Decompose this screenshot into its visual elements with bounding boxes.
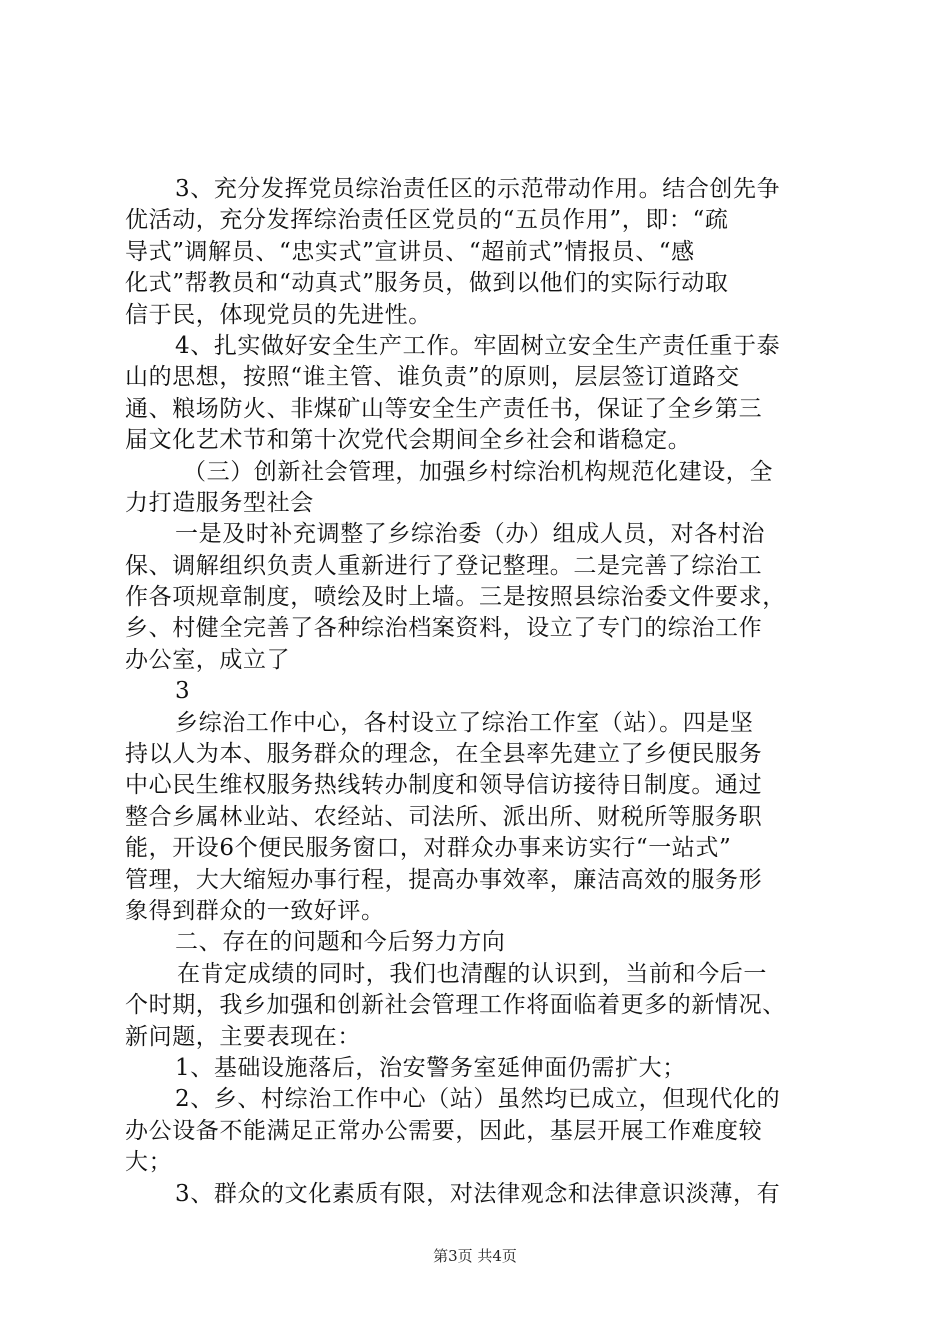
- text-line: 优活动，充分发挥综治责任区党员的“五员作用”，即：“疏: [125, 207, 729, 234]
- text-line: 2、乡、村综治工作中心（站）虽然均已成立，但现代化的: [175, 1086, 781, 1113]
- text-line: 办公室，成立了: [125, 646, 291, 673]
- text-line: 一是及时补充调整了乡综治委（办）组成人员，对各村治: [175, 521, 765, 548]
- text-line: 4、扎实做好安全生产工作。牢固树立安全生产责任重于泰: [175, 332, 781, 359]
- section-heading: 二、存在的问题和今后努力方向: [175, 929, 506, 956]
- text-line: 山的思想，按照“谁主管、谁负责”的原则，层层签订道路交: [125, 364, 740, 391]
- text-line: 能，开设6个便民服务窗口，对群众办事来访实行“一站式”: [125, 835, 732, 862]
- text-line: 整合乡属林业站、农经站、司法所、派出所、财税所等服务职: [125, 803, 763, 830]
- text-line: 乡综治工作中心，各村设立了综治工作室（站）。四是坚: [175, 709, 754, 736]
- section-heading-continued: 力打造服务型社会: [125, 489, 314, 516]
- text-line: 信于民，体现党员的先进性。: [125, 301, 432, 328]
- text-line: 办公设备不能满足正常办公需要，因此，基层开展工作难度较: [125, 1117, 763, 1144]
- text-line: 象得到群众的一致好评。: [125, 897, 385, 924]
- text-line: 通、粮场防火、非煤矿山等安全生产责任书，保证了全乡第三: [125, 395, 763, 422]
- text-line: 大；: [125, 1149, 173, 1176]
- page-number-label: 第3页 共4页: [433, 1247, 517, 1265]
- text-line: 导式”调解员、“忠实式”宣讲员、“超前式”情报员、“感: [125, 238, 695, 265]
- text-line: 作各项规章制度，喷绘及时上墙。三是按照县综治委文件要求，: [125, 584, 786, 611]
- text-line: 保、调解组织负责人重新进行了登记整理。二是完善了综治工: [125, 552, 763, 579]
- section-heading: （三）创新社会管理，加强乡村综治机构规范化建设，全: [183, 458, 773, 485]
- text-line: 新问题，主要表现在：: [125, 1023, 361, 1050]
- text-line: 中心民生维权服务热线转办制度和领导信访接待日制度。通过: [125, 772, 763, 799]
- text-line: 化式”帮教员和“动真式”服务员，做到以他们的实际行动取: [125, 270, 729, 297]
- document-body: [125, 174, 837, 1210]
- text-line: 届文化艺术节和第十次党代会期间全乡社会和谐稳定。: [125, 427, 692, 454]
- page-footer: [0, 1246, 950, 1266]
- text-line: 在肯定成绩的同时，我们也清醒的认识到，当前和今后一: [177, 960, 767, 987]
- text-line: 乡、村健全完善了各种综治档案资料，设立了专门的综治工作: [125, 615, 763, 642]
- text-line: 管理，大大缩短办事行程，提高办事效率，廉洁高效的服务形: [125, 866, 763, 893]
- stray-number: 3: [175, 678, 191, 705]
- text-line: 个时期，我乡加强和创新社会管理工作将面临着更多的新情况、: [125, 992, 786, 1019]
- text-line: 3、群众的文化素质有限，对法律观念和法律意识淡薄，有: [175, 1180, 781, 1207]
- text-line: 1、基础设施落后，治安警务室延伸面仍需扩大；: [175, 1054, 686, 1081]
- text-line: 持以人为本、服务群众的理念，在全县率先建立了乡便民服务: [125, 741, 763, 768]
- text-line: 3、充分发挥党员综治责任区的示范带动作用。结合创先争: [175, 176, 781, 202]
